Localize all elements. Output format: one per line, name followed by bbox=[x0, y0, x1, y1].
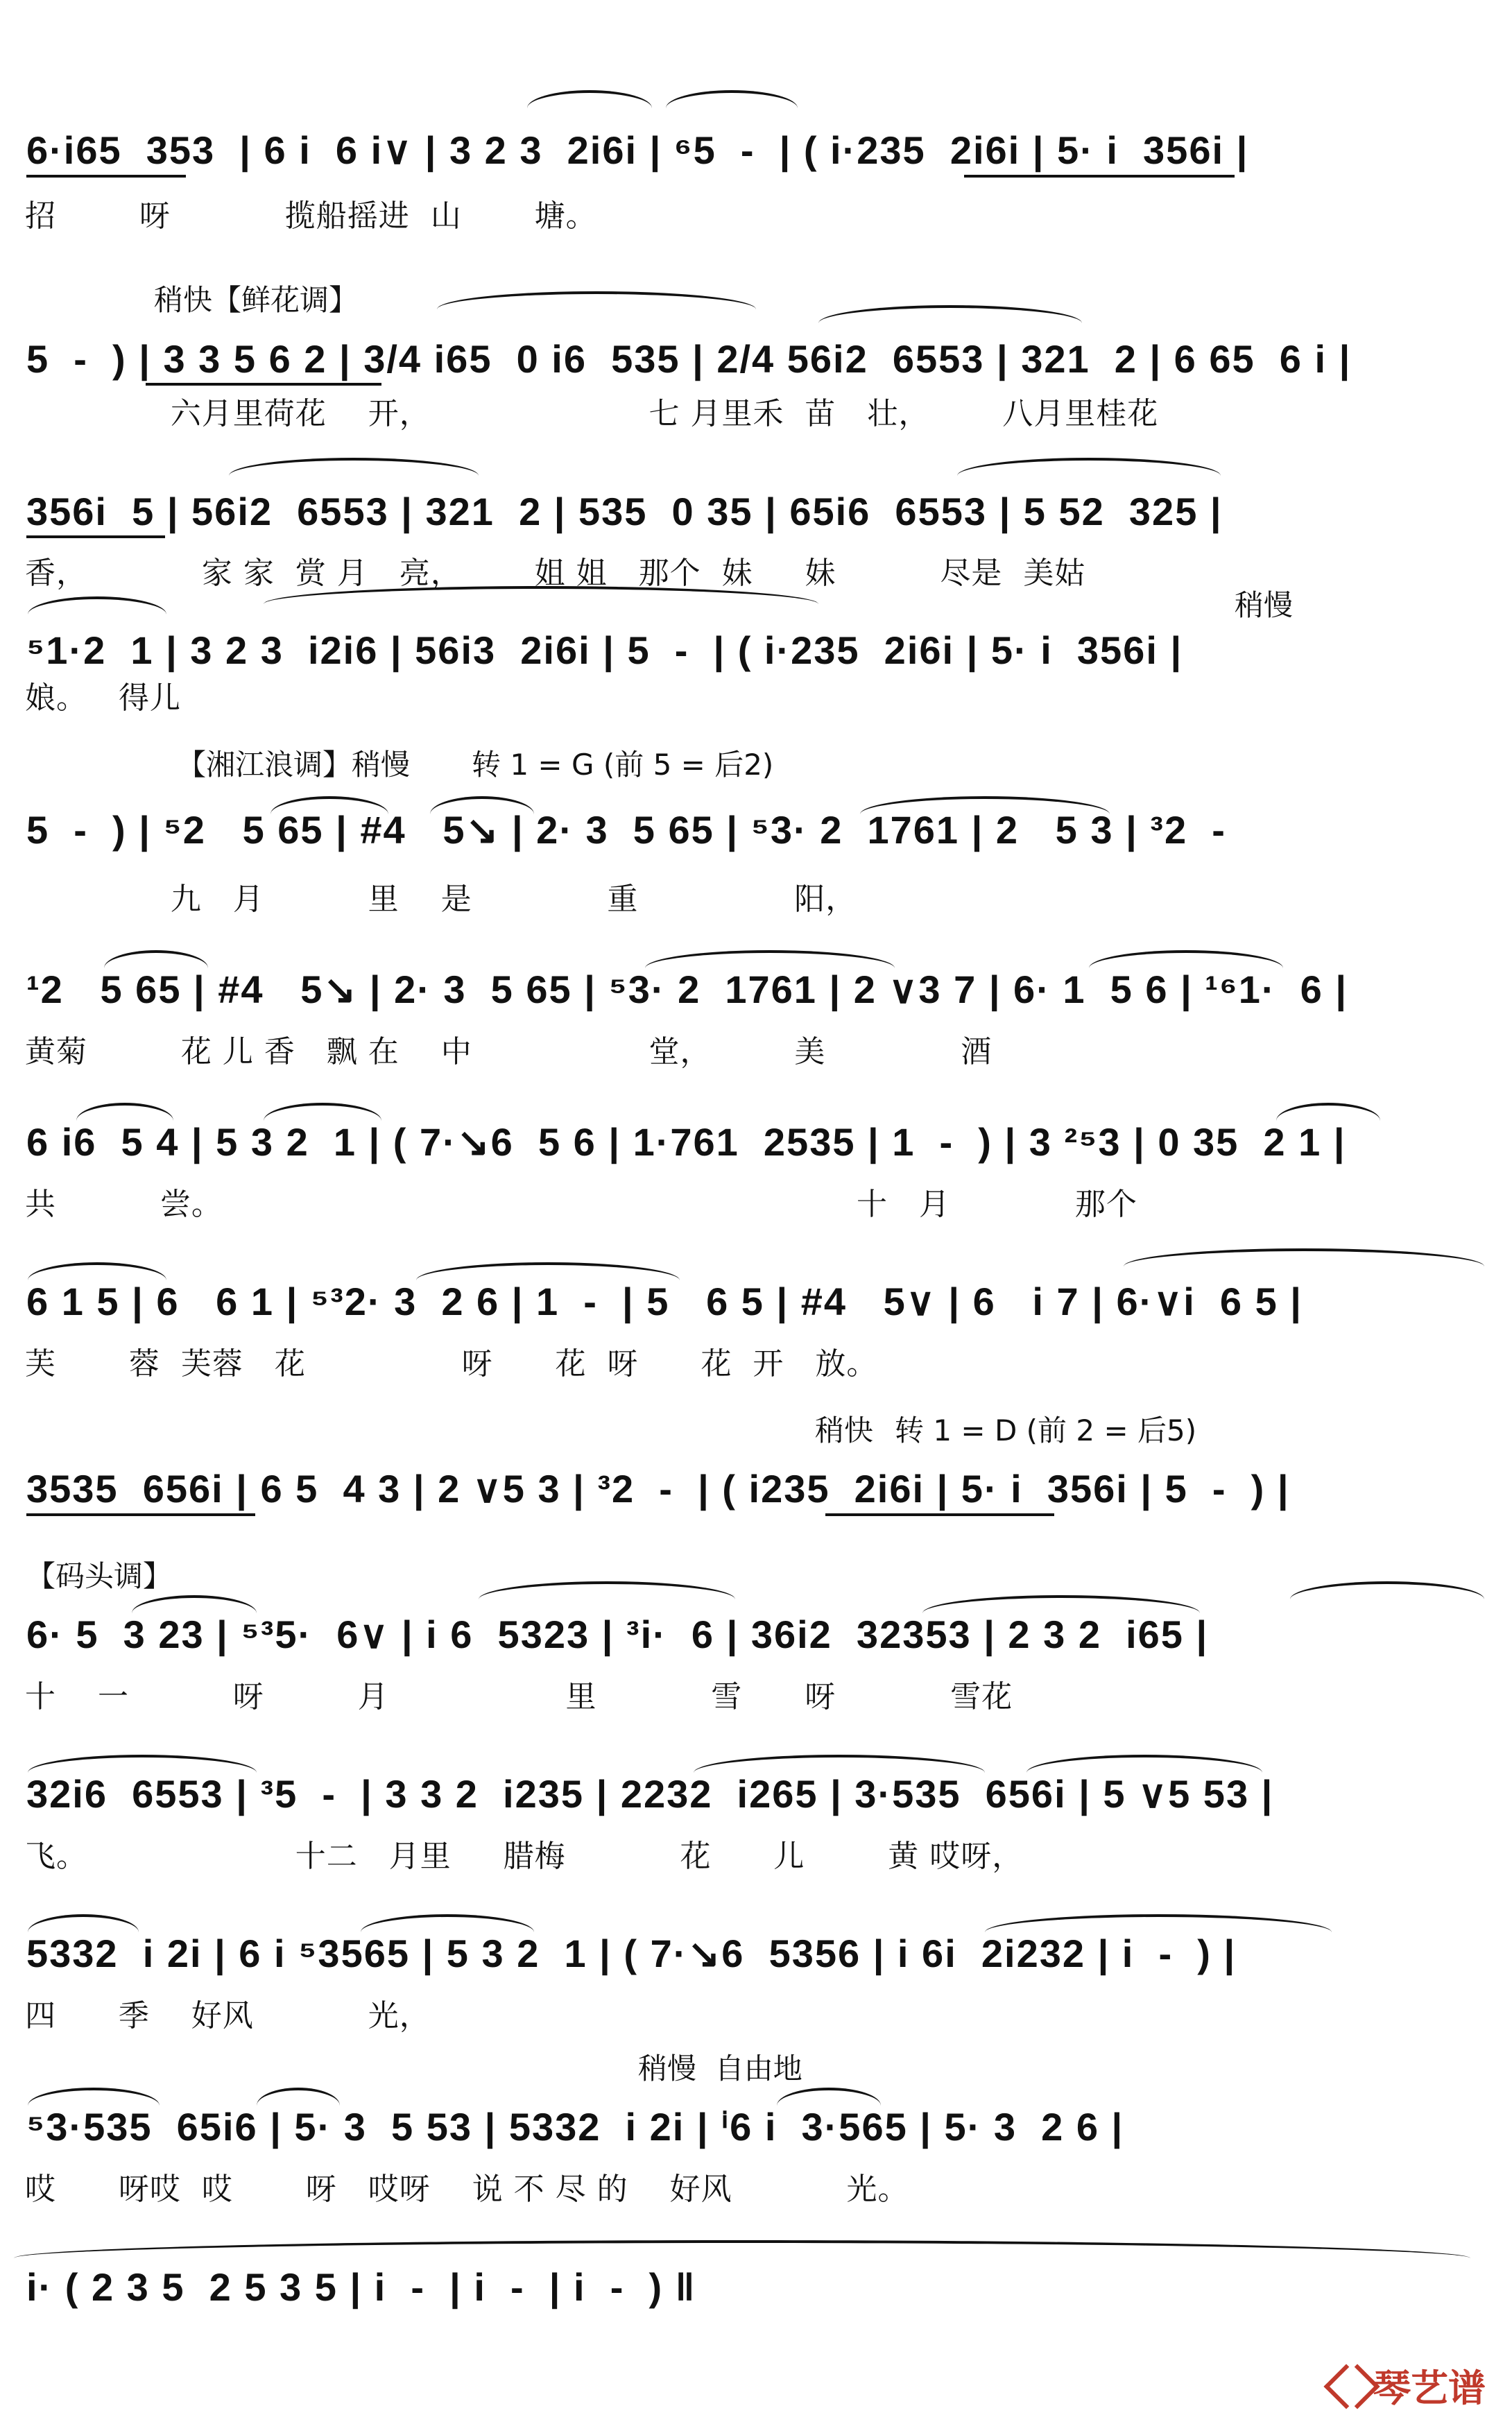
key-change-marking: 转 1 = D (前 2 = 后5) bbox=[895, 1413, 1197, 1447]
notation-line: 6·i65 353 | 6 i 6 i∨ | 3 2 3 2i6i | ⁶5 - | ( i·235 2i6i | 5· i 356i | bbox=[26, 128, 1249, 172]
notation-line: 32i6 6553 | ³5 - | 3 3 2 i235 | 2232 i265 | 3·535 656i | 5 ∨5 53 | bbox=[26, 1772, 1274, 1816]
notation-line: ⁵1·2 1 | 3 2 3 i2i6 | 56i3 2i6i | 5 - | ( i·235 2i6i | 5· i 356i | bbox=[26, 628, 1183, 672]
lq-logo-icon bbox=[1328, 2366, 1366, 2405]
notation-line: ¹2 5 65 | #4 5↘ | 2· 3 5 65 | ⁵3· 2 1761 | 2 ∨3 7 | 6· 1 5 6 | ¹⁶1· 6 | bbox=[26, 968, 1348, 1011]
lyric-line: 香， 家 家 赏 月 亮， 姐 姐 那个 妹 妹 尽是 美姑 bbox=[25, 556, 1086, 591]
slur bbox=[1124, 1248, 1484, 1266]
lyric-line: 芙 蓉 芙蓉 花 呀 花 呀 花 开 放。 bbox=[25, 1346, 878, 1382]
slur bbox=[666, 90, 798, 108]
slur bbox=[1290, 1581, 1484, 1599]
notation-line: 3535 656i | 6 5 4 3 | 2 ∨5 3 | ³2 - | ( i235 2i6i | 5· i 356i | 5 - ) | bbox=[26, 1467, 1290, 1511]
notation-line: 5 - ) | 3 3 5 6 2 | 3/4 i65 0 i6 535 | 2/4 56i2 6553 | 321 2 | 6 65 6 i | bbox=[26, 337, 1352, 381]
lyric-line: 娘。 得儿 bbox=[25, 680, 181, 716]
lyric-line: 黄菊 花 儿 香 飘 在 中 堂， 美 酒 bbox=[25, 1034, 993, 1069]
slur bbox=[229, 458, 479, 476]
tempo-marking: 稍慢 bbox=[1235, 588, 1294, 622]
underline bbox=[146, 383, 381, 386]
site-logo-text: 琴艺谱 bbox=[1373, 2366, 1486, 2410]
slur bbox=[818, 305, 1082, 323]
lyric-line: 九 月 里 是 重 阳， bbox=[25, 882, 857, 917]
notation-line: 5 - ) | ⁵2 5 65 | #4 5↘ | 2· 3 5 65 | ⁵3· 2 1761 | 2 5 3 | ³2 - bbox=[26, 808, 1226, 852]
lyric-line: 十 一 呀 月 里 雪 呀 雪花 bbox=[25, 1679, 1013, 1714]
tempo-marking: 稍快 bbox=[815, 1413, 874, 1447]
notation-line: i· ( 2 3 5 2 5 3 5 | i - | i - | i - ) ‖ bbox=[26, 2265, 696, 2309]
section-marking: 【码头调】 bbox=[26, 1559, 173, 1593]
underline bbox=[26, 1513, 255, 1516]
slur bbox=[957, 458, 1221, 476]
tempo-marking: 【湘江浪调】稍慢 bbox=[177, 748, 411, 782]
underline bbox=[26, 535, 165, 538]
tie bbox=[14, 2240, 1470, 2258]
underline bbox=[825, 1513, 1054, 1516]
notation-line: 356i 5 | 56i2 6553 | 321 2 | 535 0 35 | 65i6 6553 | 5 52 325 | bbox=[26, 490, 1223, 533]
notation-line: 6· 5 3 23 | ⁵³5· 6∨ | i 6 5323 | ³i· 6 | 36i2 32353 | 2 3 2 i65 | bbox=[26, 1613, 1209, 1656]
slur bbox=[479, 1581, 735, 1599]
tempo-marking: 稍快【鲜花调】 bbox=[154, 283, 359, 317]
notation-line: 6 1 5 | 6 6 1 | ⁵³2· 3 2 6 | 1 - | 5 6 5 | #4 5∨ | 6 i 7 | 6·∨i 6 5 | bbox=[26, 1280, 1303, 1323]
slur bbox=[437, 291, 756, 309]
slur bbox=[28, 596, 166, 614]
lyric-line: 哎 呀哎 哎 呀 哎呀 说 不 尽 的 好风 光。 bbox=[25, 2172, 909, 2207]
notation-line: ⁵3·535 65i6 | 5· 3 5 53 | 5332 i 2i | ⁱ6 i 3·565 | 5· 3 2 6 | bbox=[26, 2105, 1124, 2149]
underline bbox=[964, 175, 1235, 178]
tempo-marking: 稍慢 自由地 bbox=[638, 2052, 802, 2086]
lyric-line: 招 呀 揽船摇进 山 塘。 bbox=[25, 198, 597, 234]
slur bbox=[527, 90, 652, 108]
lyric-line: 共 尝。 十 月 那个 bbox=[25, 1187, 1137, 1222]
notation-line: 5332 i 2i | 6 i ⁵3565 | 5 3 2 1 | ( 7·↘6 5356 | i 6i 2i232 | i - ) | bbox=[26, 1932, 1237, 1975]
lyric-line: 四 季 好风 光， bbox=[25, 1998, 431, 2034]
lyric-line: 六月里荷花 开， 七 月里禾 苗 壮， 八月里桂花 bbox=[25, 396, 1159, 431]
underline bbox=[26, 175, 186, 178]
site-logo bbox=[1328, 2359, 1486, 2412]
key-change-marking: 转 1 = G (前 5 = 后2) bbox=[472, 748, 774, 782]
lyric-line: 飞。 十二 月里 腊梅 花 儿 黄 哎呀， bbox=[25, 1839, 1024, 1874]
notation-line: 6 i6 5 4 | 5 3 2 1 | ( 7·↘6 5 6 | 1·761 2535 | 1 - ) | 3 ²⁵3 | 0 35 2 1 | bbox=[26, 1120, 1346, 1164]
